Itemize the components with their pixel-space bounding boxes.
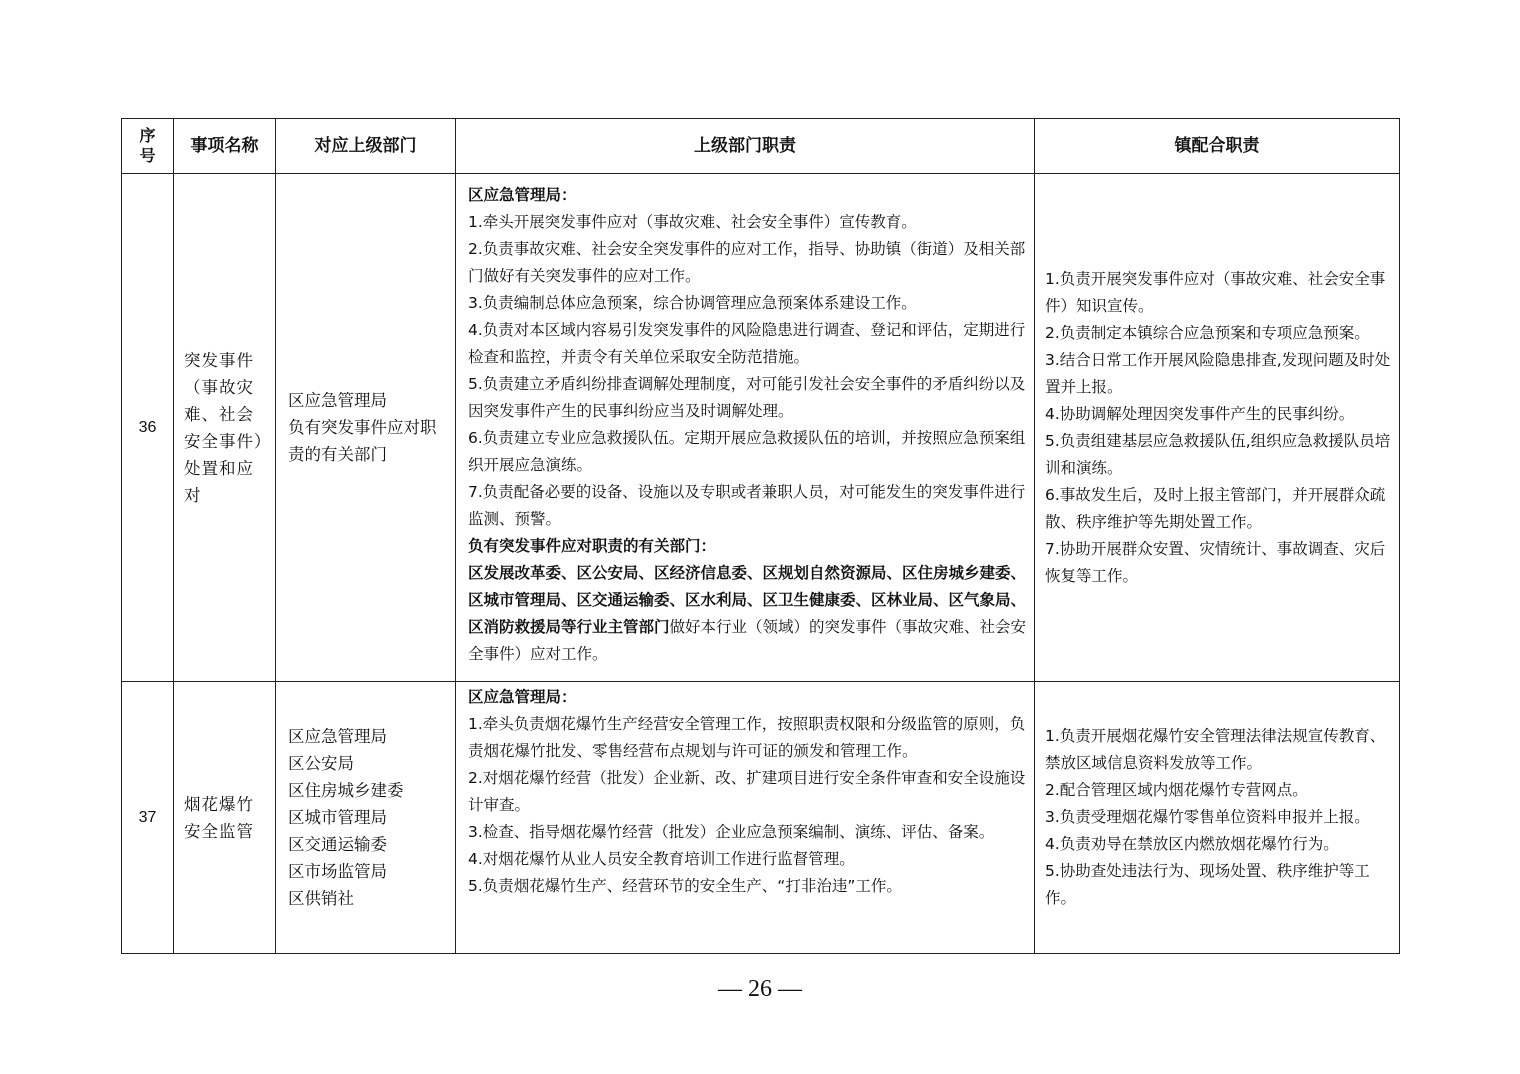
table-header-row [122, 119, 1400, 174]
dept-line: 负有突发事件应对职责的有关部门 [288, 418, 437, 464]
row-superior-duties [456, 682, 1035, 954]
town-duty-item: 2.配合管理区域内烟花爆竹专营网点。 [1045, 781, 1308, 799]
header-town-duties: 镇配合职责 [1035, 119, 1400, 174]
town-duty-item: 6.事故发生后，及时上报主管部门，并开展群众疏散、秩序维护等先期处置工作。 [1045, 485, 1386, 531]
duty-item: 4.对烟花爆竹从业人员安全教育培训工作进行监督管理。 [468, 850, 855, 868]
duty-item [468, 560, 1030, 668]
duty-item: 6.负责建立专业应急救援队伍。定期开展应急救援队伍的培训，并按照应急预案组织开展应急演练。 [468, 429, 1026, 474]
header-item-name: 事项名称 [174, 119, 276, 174]
duty-item: 3.检查、指导烟花爆竹经营（批发）企业应急预案编制、演练、评估、备案。 [468, 823, 995, 841]
row-town-duties [1035, 174, 1400, 682]
table-row [122, 174, 1400, 682]
header-seq: 序号 [122, 119, 174, 174]
town-duty-item: 5.协助查处违法行为、现场处置、秩序维护等工作。 [1045, 862, 1370, 907]
town-duty-item: 5.负责组建基层应急救援队伍,组织应急救援队员培训和演练。 [1045, 431, 1391, 477]
dept-line: 区城市管理局 [288, 808, 387, 827]
header-superior-dept: 对应上级部门 [276, 119, 456, 174]
row-town-duties [1035, 682, 1400, 954]
row-seq: 37 [122, 682, 174, 954]
dept-line: 区供销社 [288, 889, 354, 908]
duty-item: 1.牵头负责烟花爆竹生产经营安全管理工作，按照职责权限和分级监管的原则，负责烟花爆竹批发、零售经营布点规划与许可证的颁发和管理工作。 [468, 715, 1026, 760]
town-duty-item: 3.结合日常工作开展风险隐患排查,发现问题及时处置并上报。 [1045, 350, 1391, 396]
dept-line: 区交通运输委 [288, 835, 387, 854]
row-depts [276, 682, 456, 954]
duty-item: 2.对烟花爆竹经营（批发）企业新、改、扩建项目进行安全条件审查和安全设施设计审查。 [468, 769, 1026, 814]
row-item-name: 烟花爆竹安全监管 [174, 682, 276, 954]
duty-section-heading: 区应急管理局： [468, 688, 577, 706]
duties-table [121, 118, 1400, 954]
town-duty-item: 3.负责受理烟花爆竹零售单位资料申报并上报。 [1045, 808, 1370, 826]
dept-line: 区公安局 [288, 754, 354, 773]
duty-item: 3.负责编制总体应急预案，综合协调管理应急预案体系建设工作。 [468, 294, 917, 312]
table-row [122, 682, 1400, 954]
dept-line: 区应急管理局 [288, 727, 387, 746]
town-duty-item: 7.协助开展群众安置、灾情统计、事故调查、灾后恢复等工作。 [1045, 539, 1386, 585]
duty-section-heading: 区应急管理局： [468, 186, 577, 204]
town-duty-item: 1.负责开展突发事件应对（事故灾难、社会安全事件）知识宣传。 [1045, 269, 1386, 315]
town-duty-item: 2.负责制定本镇综合应急预案和专项应急预案。 [1045, 323, 1370, 342]
duty-item: 4.负责对本区域内容易引发突发事件的风险隐患进行调查、登记和评估，定期进行检查和监控，并责令有关单位采取安全防范措施。 [468, 321, 1026, 366]
duty-item: 5.负责烟花爆竹生产、经营环节的安全生产、“打非治违”工作。 [468, 877, 902, 895]
duty-item: 2.负责事故灾难、社会安全突发事件的应对工作，指导、协助镇（街道）及相关部门做好有关突发事件的应对工作。 [468, 240, 1026, 285]
row-superior-duties [456, 174, 1035, 682]
duty-item: 7.负责配备必要的设备、设施以及专职或者兼职人员，对可能发生的突发事件进行监测、预警。 [468, 483, 1026, 528]
responsible-depts-duty: 做好本行业（领域）的突发事件（事故灾难、社会安全事件）应对工作。 [468, 618, 1027, 663]
row-depts [276, 174, 456, 682]
dept-line: 区市场监管局 [288, 862, 387, 881]
header-superior-duties: 上级部门职责 [456, 119, 1035, 174]
duty-item: 1.牵头开展突发事件应对（事故灾难、社会安全事件）宣传教育。 [468, 213, 917, 231]
town-duty-item: 1.负责开展烟花爆竹安全管理法律法规宣传教育、禁放区域信息资料发放等工作。 [1045, 727, 1386, 772]
town-duty-item: 4.负责劝导在禁放区内燃放烟花爆竹行为。 [1045, 835, 1339, 853]
dept-line: 区应急管理局 [288, 391, 387, 410]
responsible-depts-list: 区发展改革委、区公安局、区经济信息委、区规划自然资源局、区住房城乡建委、区城市管理局、区交通运输委、区水利局、区卫生健康委、区林业局、区气象局、区消防救援局等行业主管部门 [468, 564, 1027, 636]
row-seq: 36 [122, 174, 174, 682]
duty-item: 5.负责建立矛盾纠纷排查调解处理制度，对可能引发社会安全事件的矛盾纠纷以及因突发事件产生的民事纠纷应当及时调解处理。 [468, 375, 1026, 420]
duty-section-heading: 负有突发事件应对职责的有关部门： [468, 537, 717, 555]
dept-line: 区住房城乡建委 [288, 781, 404, 800]
town-duty-item: 4.协助调解处理因突发事件产生的民事纠纷。 [1045, 404, 1355, 423]
row-item-name: 突发事件（事故灾难、社会安全事件）处置和应对 [174, 174, 276, 682]
page-number: — 26 — [718, 976, 802, 1002]
